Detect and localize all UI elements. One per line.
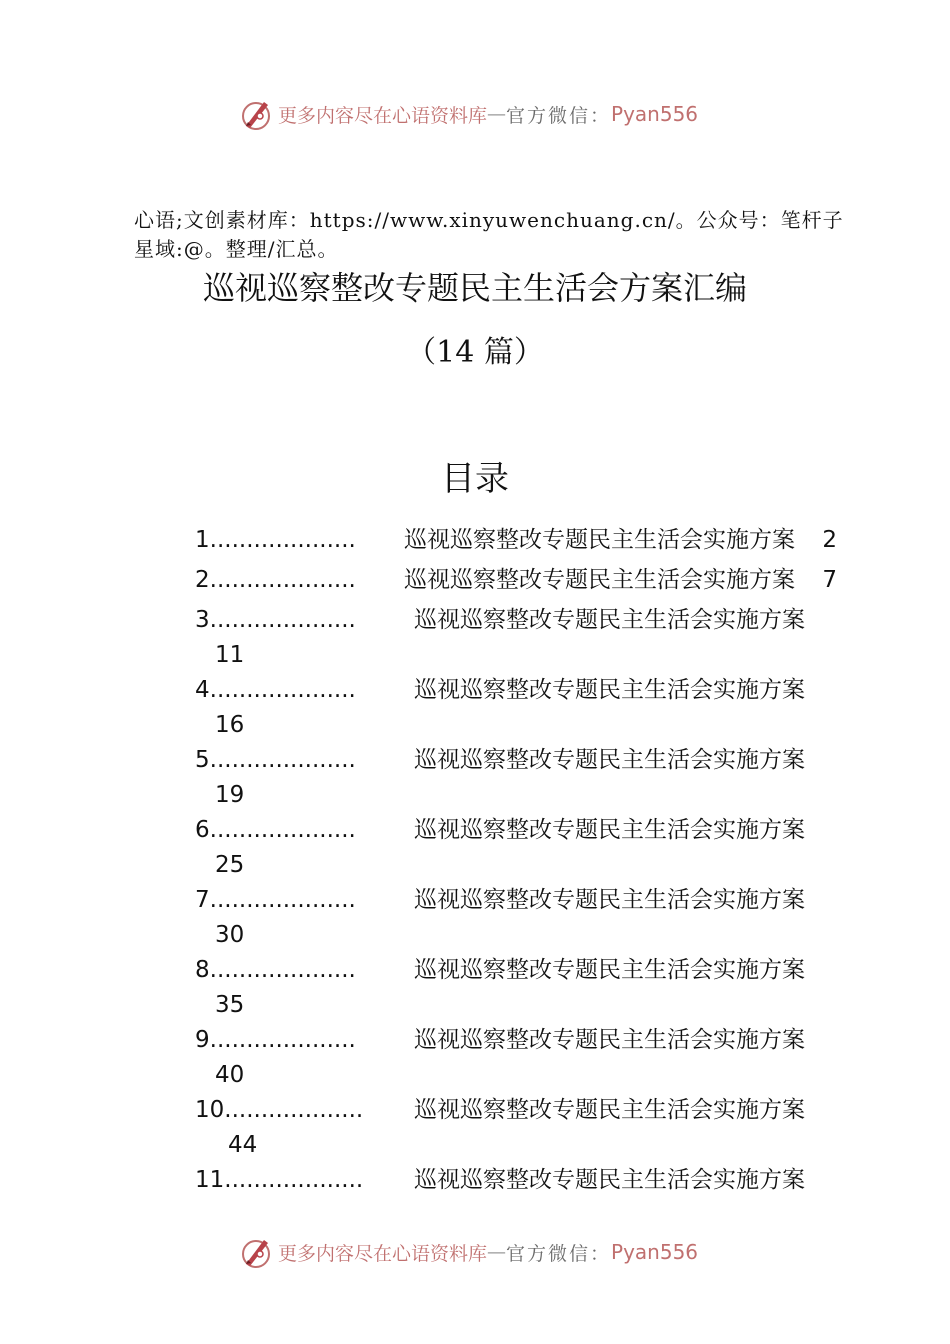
toc-entry-page: 11 — [215, 642, 245, 668]
toc-entry-page: 35 — [215, 992, 245, 1018]
toc-entry-number: 10 — [195, 1097, 225, 1123]
banner-dash: — — [487, 103, 507, 125]
toc-entry-title: 巡视巡察整改专题民主生活会实施方案 — [414, 1027, 805, 1053]
toc-entry-title: 巡视巡察整改专题民主生活会实施方案 — [404, 567, 795, 593]
toc-entry-leader: .................... — [209, 887, 356, 913]
toc-entry[interactable] — [195, 810, 855, 880]
toc-entry[interactable] — [195, 1160, 855, 1200]
toc-entry[interactable] — [195, 600, 855, 670]
toc-entry-page: 40 — [215, 1062, 245, 1088]
toc-entry-title: 巡视巡察整改专题民主生活会实施方案 — [414, 677, 805, 703]
document-subtitle: （14 篇） — [406, 335, 544, 370]
banner-text: 更多内容尽在心语资料库 — [278, 1242, 488, 1265]
toc-entry-leader: .................... — [209, 607, 356, 633]
toc-entry-leader: ................... — [224, 1167, 364, 1193]
toc-entry-page: 7 — [822, 567, 837, 593]
header-banner — [238, 96, 698, 132]
toc-entry-number: 3 — [195, 607, 210, 633]
toc-entry[interactable] — [195, 1090, 855, 1160]
toc-entry-title: 巡视巡察整改专题民主生活会实施方案 — [414, 1167, 805, 1193]
toc-entry-leader: .................... — [209, 747, 356, 773]
toc-entry[interactable] — [195, 950, 855, 1020]
banner-wechat-label: 官方微信： — [506, 104, 612, 127]
toc-entry-page: 30 — [215, 922, 245, 948]
footer-banner — [238, 1234, 698, 1270]
banner-text: 更多内容尽在心语资料库 — [278, 104, 488, 127]
toc-entry-title: 巡视巡察整改专题民主生活会实施方案 — [404, 527, 795, 553]
pen-circle-icon — [238, 96, 274, 132]
toc-entry-number: 5 — [195, 747, 210, 773]
banner-wechat-id: Pyan556 — [611, 102, 699, 126]
toc-entry-leader: .................... — [209, 1027, 356, 1053]
toc-entry-leader: .................... — [209, 957, 356, 983]
toc-entry-leader: .................... — [209, 817, 356, 843]
toc-entry-leader: ................... — [224, 1097, 364, 1123]
toc-entry-number: 1 — [195, 527, 210, 553]
banner-wechat-id: Pyan556 — [611, 1240, 699, 1264]
pen-circle-icon — [238, 1234, 274, 1270]
toc-entry-number: 8 — [195, 957, 210, 983]
source-note: 心语;文创素材库：https://www.xinyuwenchuang.cn/。公众号：笔杆子星域:@。整理/汇总。 — [134, 208, 844, 261]
toc-entry-leader: .................... — [209, 567, 356, 593]
toc-entry-title: 巡视巡察整改专题民主生活会实施方案 — [414, 957, 805, 983]
toc-entry[interactable] — [195, 560, 855, 600]
toc-heading: 目录 — [441, 459, 509, 499]
toc-entry-title: 巡视巡察整改专题民主生活会实施方案 — [414, 607, 805, 633]
toc-entry-number: 9 — [195, 1027, 210, 1053]
toc-entry-number: 11 — [195, 1167, 225, 1193]
toc-entry-page: 16 — [215, 712, 245, 738]
toc-entry-page: 19 — [215, 782, 245, 808]
toc-entry-leader: .................... — [209, 527, 356, 553]
toc-entry-page: 2 — [822, 527, 837, 553]
toc-entry-title: 巡视巡察整改专题民主生活会实施方案 — [414, 1097, 805, 1123]
toc-entry[interactable] — [195, 1020, 855, 1090]
toc-entry-page: 25 — [215, 852, 245, 878]
banner-dash: — — [487, 1241, 507, 1263]
table-of-contents — [195, 520, 855, 1200]
toc-entry[interactable] — [195, 670, 855, 740]
toc-entry-number: 7 — [195, 887, 210, 913]
banner-wechat-label: 官方微信： — [506, 1242, 612, 1265]
toc-entry-number: 4 — [195, 677, 210, 703]
toc-entry[interactable] — [195, 520, 855, 560]
toc-entry[interactable] — [195, 740, 855, 810]
toc-entry-title: 巡视巡察整改专题民主生活会实施方案 — [414, 887, 805, 913]
toc-entry[interactable] — [195, 880, 855, 950]
document-title: 巡视巡察整改专题民主生活会方案汇编 — [202, 269, 747, 307]
toc-entry-title: 巡视巡察整改专题民主生活会实施方案 — [414, 817, 805, 843]
toc-entry-number: 6 — [195, 817, 210, 843]
toc-entry-leader: .................... — [209, 677, 356, 703]
toc-entry-page: 44 — [228, 1132, 258, 1158]
toc-entry-number: 2 — [195, 567, 210, 593]
toc-entry-title: 巡视巡察整改专题民主生活会实施方案 — [414, 747, 805, 773]
